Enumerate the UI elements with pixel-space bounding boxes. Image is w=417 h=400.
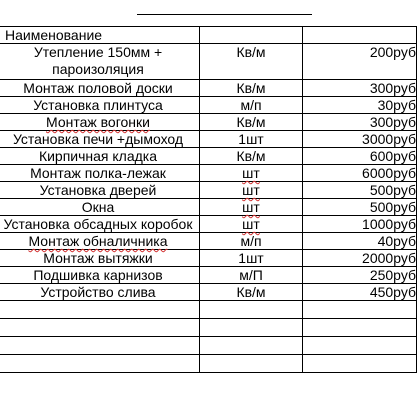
- row-unit: 1шт: [200, 250, 303, 267]
- row-unit: [200, 182, 303, 199]
- table-row: [0, 114, 417, 131]
- row-name: Кирпичная кладка: [0, 148, 200, 165]
- row-name: Установка обсадных коробок: [0, 216, 200, 233]
- row-unit: Кв/м: [200, 80, 303, 97]
- row-price: 3000руб: [303, 131, 417, 148]
- row-price: 250руб: [303, 267, 417, 284]
- row-unit-text: шт: [242, 199, 260, 215]
- row-price: 500руб: [303, 199, 417, 216]
- table-header-row: [0, 27, 417, 44]
- row-unit: [200, 199, 303, 216]
- empty-cell: [303, 319, 417, 337]
- row-price: 600руб: [303, 148, 417, 165]
- row-name: Монтаж вытяжки: [0, 250, 200, 267]
- row-unit: [200, 165, 303, 182]
- row-unit-text: шт: [242, 165, 260, 181]
- empty-cell: [303, 337, 417, 355]
- table-row: [0, 97, 417, 114]
- price-table: [0, 26, 417, 373]
- row-unit: м/П: [200, 267, 303, 284]
- row-unit-text: шт: [242, 216, 260, 232]
- table-row: [0, 233, 417, 250]
- row-unit: 1шт: [200, 131, 303, 148]
- table-row: [0, 199, 417, 216]
- row-name: Монтаж половой доски: [0, 80, 200, 97]
- empty-row: [0, 337, 417, 355]
- empty-cell: [0, 337, 200, 355]
- row-name: [0, 114, 200, 131]
- table-row: [0, 131, 417, 148]
- empty-cell: [0, 355, 200, 373]
- row-name: Устройство слива: [0, 284, 200, 301]
- table-row: [0, 148, 417, 165]
- row-price: 300руб: [303, 80, 417, 97]
- header-unit-cell: [200, 27, 303, 44]
- row-name: Установка дверей: [0, 182, 200, 199]
- table-row: [0, 267, 417, 284]
- row-unit: [200, 216, 303, 233]
- table-row: [0, 44, 417, 80]
- row-price: 40руб: [303, 233, 417, 250]
- row-price: 1000руб: [303, 216, 417, 233]
- row-name: Утепление 150мм + пароизоляция: [0, 44, 200, 80]
- row-price: 450руб: [303, 284, 417, 301]
- row-name: Подшивка карнизов: [0, 267, 200, 284]
- top-rule-line: [137, 14, 312, 15]
- table-row: [0, 165, 417, 182]
- empty-cell: [200, 337, 303, 355]
- empty-row: [0, 319, 417, 337]
- row-name-text: Монтаж обналичника: [28, 233, 168, 249]
- row-unit: Кв/м: [200, 284, 303, 301]
- row-unit-text: шт: [242, 182, 260, 198]
- table-row: [0, 250, 417, 267]
- row-name: Окна: [0, 199, 200, 216]
- table-row: [0, 284, 417, 301]
- empty-cell: [303, 355, 417, 373]
- row-price: 6000руб: [303, 165, 417, 182]
- row-unit: м/п: [200, 233, 303, 250]
- empty-cell: [200, 319, 303, 337]
- empty-cell: [200, 301, 303, 319]
- header-price-cell: [303, 27, 417, 44]
- row-name: Установка печи +дымоход: [0, 131, 200, 148]
- table-row: [0, 182, 417, 199]
- empty-cell: [0, 301, 200, 319]
- row-price: 2000руб: [303, 250, 417, 267]
- row-price: 300руб: [303, 114, 417, 131]
- table-row: [0, 216, 417, 233]
- row-name: [0, 233, 200, 250]
- row-unit: Кв/м: [200, 44, 303, 80]
- header-name-cell: Наименование: [0, 27, 200, 44]
- row-name-text: Монтаж вогонки: [46, 114, 150, 130]
- row-name: Установка плинтуса: [0, 97, 200, 114]
- empty-row: [0, 355, 417, 373]
- table-row: [0, 80, 417, 97]
- empty-cell: [303, 301, 417, 319]
- row-price: 30руб: [303, 97, 417, 114]
- row-price: 500руб: [303, 182, 417, 199]
- row-name: Монтаж полка-лежак: [0, 165, 200, 182]
- empty-cell: [200, 355, 303, 373]
- row-unit: м/п: [200, 97, 303, 114]
- row-price: 200руб: [303, 44, 417, 80]
- empty-row: [0, 301, 417, 319]
- row-unit: Кв/м: [200, 114, 303, 131]
- row-unit: Кв/м: [200, 148, 303, 165]
- empty-cell: [0, 319, 200, 337]
